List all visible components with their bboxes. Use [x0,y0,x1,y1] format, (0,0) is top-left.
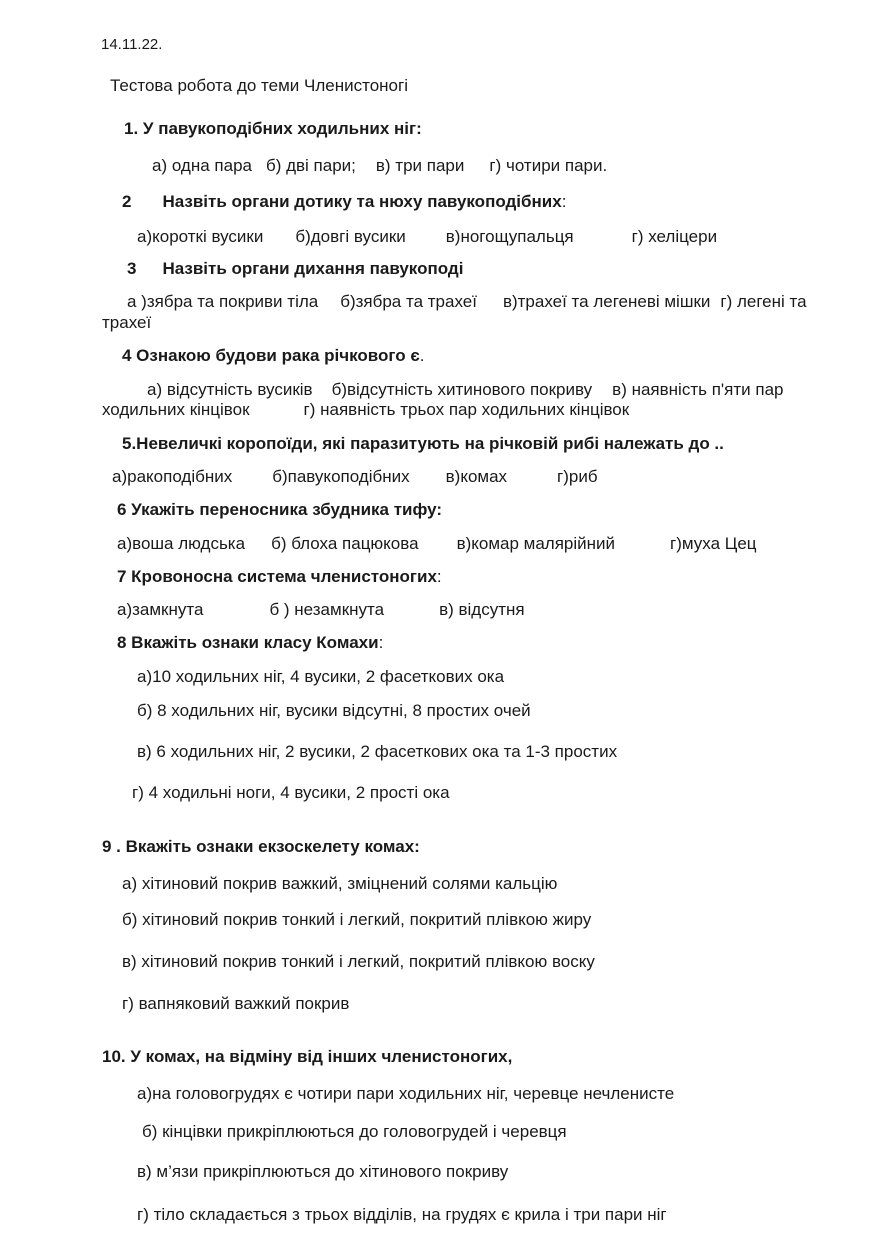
question-8-colon: : [378,633,384,652]
question-3-option-d-continued: трахеї [102,313,152,332]
option-c: в) наявність п'яти пар [612,380,784,399]
question-2 [122,192,566,212]
question-7 [117,567,442,587]
question-3-options [127,292,807,312]
question-2-text: Назвіть органи дотику та нюху павукоподібних [162,192,562,211]
option-c: в) три пари [375,156,465,175]
option-c: в)ногощупальця [445,227,574,246]
option-c: в) відсутня [439,600,525,619]
option-a: а )зябра та покриви тіла [127,292,319,311]
document-title: Тестова робота до теми Членистоногі [110,76,408,95]
question-8-option-c: в) 6 ходильних ніг, 2 вусики, 2 фасеткових ока та 1-3 простих [137,742,618,761]
question-4-text: 4 Ознакою будови рака річкового є [122,346,420,365]
question-9-option-d: г) вапняковий важкий покрив [122,994,350,1013]
question-7-text: 7 Кровоносна система членистоногих [117,567,437,586]
option-c: в)трахеї та легеневі мішки [502,292,711,311]
question-10-option-c: в) м’язи прикріплюються до хітинового покриву [137,1162,509,1181]
question-8-text: 8 Вкажіть ознаки класу Комахи [117,633,379,652]
question-7-colon: : [436,567,442,586]
option-d: г) легені та [720,292,807,311]
question-6: 6 Укажіть переносника збудника тифу: [117,500,443,519]
question-10-option-d: г) тіло складається з трьох відділів, на грудях є крила і три пари ніг [137,1205,667,1224]
question-4-period: . [419,346,425,365]
question-3 [127,259,463,279]
option-b: б)зябра та трахеї [340,292,477,311]
question-4-options [147,380,783,400]
question-8-option-d: г) 4 ходильні ноги, 4 вусики, 2 прості ока [132,783,450,802]
option-c: в)комар малярійний [456,534,616,553]
option-d: г)муха Цец [670,534,757,553]
question-10: 10. У комах, на відміну від інших членистоногих, [102,1047,513,1066]
option-c-continued: ходильних кінцівок [102,400,250,419]
question-2-number: 2 [122,192,132,211]
question-8-option-b: б) 8 ходильних ніг, вусики відсутні, 8 простих очей [137,701,531,720]
option-b: б) блоха пацюкова [271,534,419,553]
option-b: б)павукоподібних [272,467,410,486]
option-b: б) дві пари; [265,156,356,175]
option-a: а) відсутність вусиків [147,380,313,399]
question-5-options [112,467,598,487]
option-b: б ) незамкнута [269,600,385,619]
question-10-option-a: а)на головогрудях є чотири пари ходильних ніг, черевце нечленисте [137,1084,675,1103]
option-d: г) хеліцери [631,227,718,246]
question-2-options [137,227,717,247]
question-6-options [117,534,757,554]
option-b: б)відсутність хитинового покриву [331,380,593,399]
question-7-options [117,600,525,620]
question-4-options-continued [102,400,629,420]
option-a: а)короткі вусики [137,227,264,246]
question-9-option-c: в) хітиновий покрив тонкий і легкий, покритий плівкою воску [122,952,595,971]
document-date: 14.11.22. [101,36,163,53]
question-8-option-a: а)10 ходильних ніг, 4 вусики, 2 фасеткових ока [137,667,505,686]
option-b: б)довгі вусики [295,227,406,246]
option-a: а)замкнута [117,600,204,619]
option-a: а) одна пара [152,156,252,175]
question-2-colon: : [561,192,567,211]
option-d: г)риб [557,467,598,486]
question-9-option-b: б) хітиновий покрив тонкий і легкий, покритий плівкою жиру [122,910,592,929]
option-d: г) чотири пари. [489,156,608,175]
option-a: а)воша людська [117,534,246,553]
question-5: 5.Невеличкі коропоїди, які паразитують на річковій рибі належать до .. [122,434,724,453]
question-1-options [152,156,607,176]
option-d: г) наявність трьох пар ходильних кінцівок [303,400,630,419]
question-4 [122,346,424,366]
question-3-text: Назвіть органи дихання павукоподі [162,259,464,278]
question-8 [117,633,383,653]
option-c: в)комах [445,467,508,486]
question-10-option-b: б) кінцівки прикріплюються до головогрудей і черевця [142,1122,567,1141]
question-9: 9 . Вкажіть ознаки екзоскелету комах: [102,837,420,856]
question-3-number: 3 [127,259,137,278]
question-9-option-a: а) хітиновий покрив важкий, зміцнений солями кальцію [122,874,558,893]
question-1: 1. У павукоподібних ходильних ніг: [124,119,422,138]
option-a: а)ракоподібних [112,467,233,486]
